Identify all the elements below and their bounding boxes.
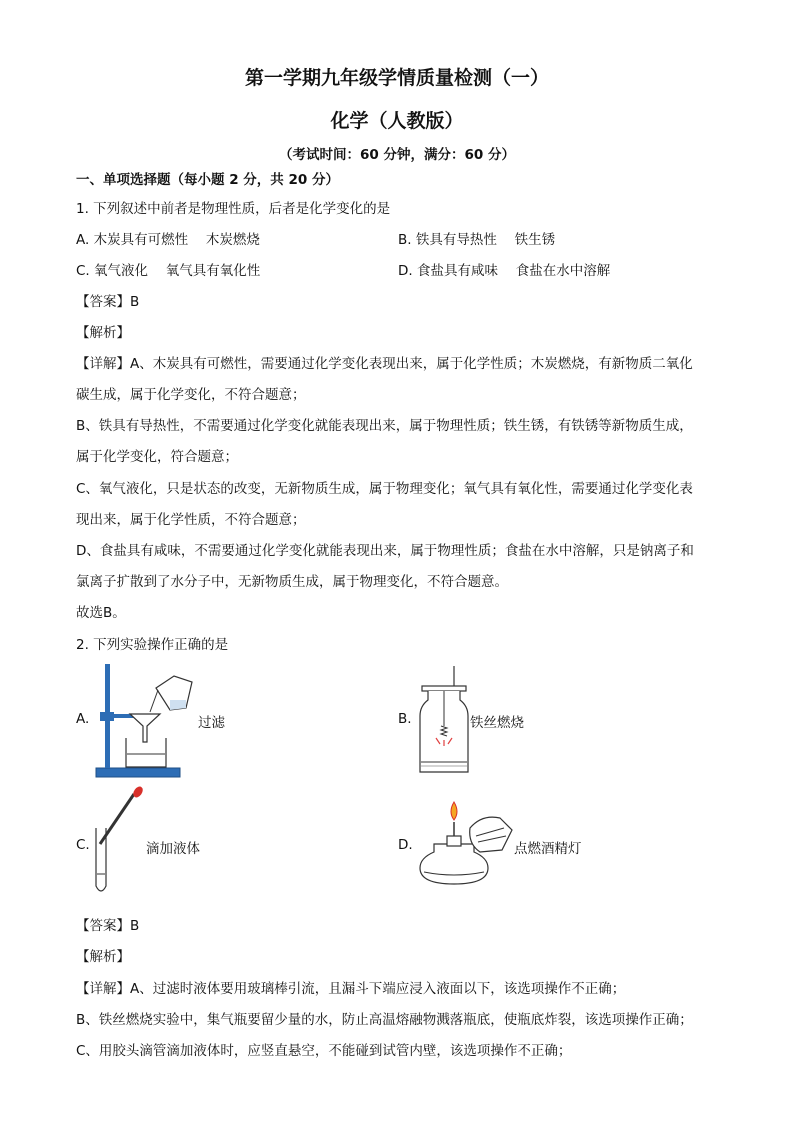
q1-stem: 1. 下列叙述中前者是物理性质，后者是化学变化的是 — [76, 201, 391, 217]
exam-info: （考试时间：60 分钟，满分：60 分） — [279, 147, 515, 163]
subject-title: 化学（人教版） — [330, 110, 464, 132]
q1-detail-line: B、铁具有导热性，不需要通过化学变化就能表现出来，属于物理性质；铁生锈，有铁锈等新物质生成， — [76, 418, 693, 434]
q2-figure-b-label: 铁丝燃烧 — [470, 715, 524, 731]
q1-option-d: D. 食盐具有咸味 食盐在水中溶解 — [398, 263, 611, 279]
q1-conclusion: 故选B。 — [76, 605, 126, 621]
q1-option-b: B. 铁具有导热性 铁生锈 — [398, 232, 556, 248]
q2-figure-b-letter: B. — [398, 711, 412, 727]
q2-figure-d-letter: D. — [398, 837, 413, 853]
filtration-apparatus-icon — [90, 660, 200, 780]
q2-figure-d-label: 点燃酒精灯 — [514, 841, 582, 857]
q2-stem: 2. 下列实验操作正确的是 — [76, 637, 229, 653]
q2-figure-a-label: 过滤 — [198, 715, 225, 731]
dropper-test-tube-icon — [90, 786, 150, 900]
q1-analysis-label: 【解析】 — [76, 325, 130, 341]
iron-wire-combustion-icon — [414, 660, 474, 778]
q1-detail-line: 属于化学变化，符合题意； — [76, 449, 238, 465]
q2-figure-c-letter: C. — [76, 837, 90, 853]
q1-option-a: A. 木炭具有可燃性 木炭燃烧 — [76, 232, 260, 248]
q1-detail-line: 【详解】A、木炭具有可燃性，需要通过化学变化表现出来，属于化学性质；木炭燃烧，有新物质二氧化 — [76, 356, 693, 372]
q1-detail-line: 氯离子扩散到了水分子中，无新物质生成，属于物理变化，不符合题意。 — [76, 574, 508, 590]
q2-answer: 【答案】B — [76, 918, 140, 934]
q1-detail-line: 现出来，属于化学性质，不符合题意； — [76, 512, 306, 528]
q2-figure-c-label: 滴加液体 — [146, 841, 200, 857]
alcohol-lamp-icon — [414, 800, 518, 888]
q1-detail-line: C、氧气液化，只是状态的改变，无新物质生成，属于物理变化；氧气具有氧化性，需要通过化学变化表 — [76, 481, 693, 497]
q1-option-c: C. 氧气液化 氧气具有氧化性 — [76, 263, 261, 279]
q2-analysis-label: 【解析】 — [76, 949, 130, 965]
q1-detail-line: 碳生成，属于化学变化，不符合题意； — [76, 387, 306, 403]
q2-detail-line: 【详解】A、过滤时液体要用玻璃棒引流，且漏斗下端应浸入液面以下，该选项操作不正确； — [76, 981, 626, 997]
q2-detail-line: B、铁丝燃烧实验中，集气瓶要留少量的水，防止高温熔融物溅落瓶底，使瓶底炸裂，该选项操作正确； — [76, 1012, 693, 1028]
exam-title: 第一学期九年级学情质量检测（一） — [244, 67, 549, 89]
q2-figure-a-letter: A. — [76, 711, 90, 727]
q2-detail-line: C、用胶头滴管滴加液体时，应竖直悬空，不能碰到试管内壁，该选项操作不正确； — [76, 1043, 572, 1059]
section-heading: 一、单项选择题（每小题 2 分，共 20 分） — [76, 172, 339, 188]
q1-answer: 【答案】B — [76, 294, 140, 310]
q1-detail-line: D、食盐具有咸味，不需要通过化学变化就能表现出来，属于物理性质；食盐在水中溶解，只是钠离子和 — [76, 543, 694, 559]
